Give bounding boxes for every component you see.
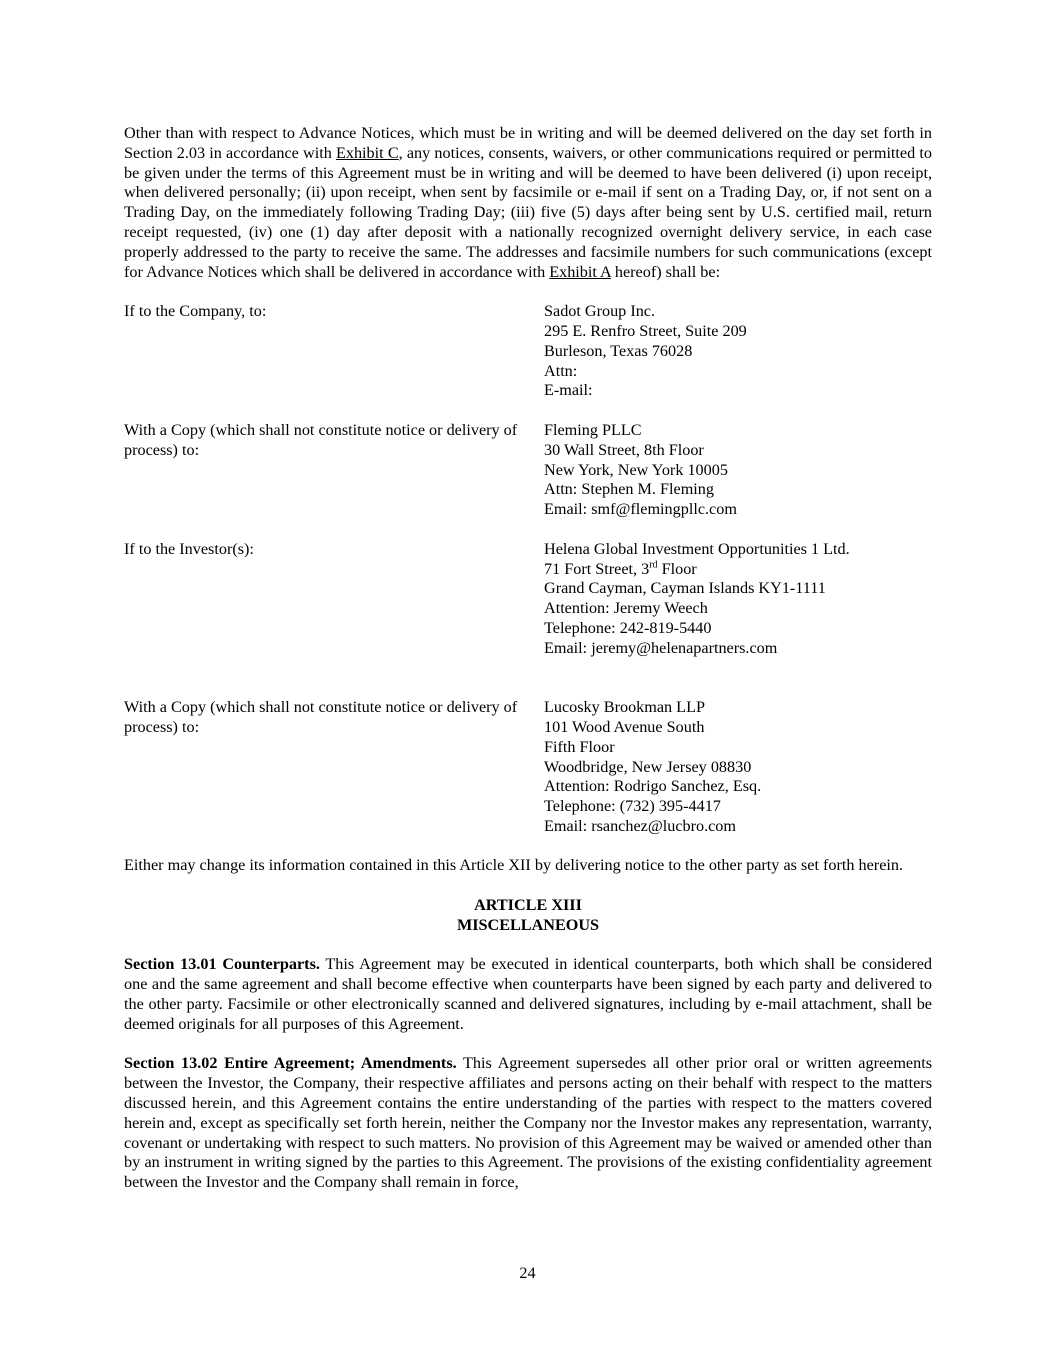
notice-address <box>544 540 932 659</box>
page-number: 24 <box>519 1264 536 1282</box>
notice-address <box>544 421 932 520</box>
address-line-text: Floor <box>657 559 697 578</box>
section-title: Section 13.01 Counterparts. <box>124 955 320 974</box>
address-line: Woodbridge, New Jersey 08830 <box>544 757 752 776</box>
article-number: ARTICLE XIII <box>474 896 582 915</box>
notice-label: With a Copy (which shall not constitute notice or delivery of process) to: <box>124 420 518 459</box>
notice-label: With a Copy (which shall not constitute notice or delivery of process) to: <box>124 698 518 736</box>
address-line: E-mail: <box>544 381 593 400</box>
notice-block-investor-copy <box>124 698 932 837</box>
address-line: Fleming PLLC <box>544 420 642 439</box>
address-line: Email: smf@flemingpllc.com <box>544 500 737 519</box>
notice-address <box>544 302 932 401</box>
address-line <box>544 560 932 580</box>
address-line: Telephone: 242-819-5440 <box>544 618 712 637</box>
notices-outro-paragraph: Either may change its information contained in this Article XII by delivering notice to the other party as set forth herein. <box>124 856 904 875</box>
notice-block-company-copy <box>124 421 932 520</box>
article-title: MISCELLANEOUS <box>456 915 600 934</box>
notice-label: If to the Company, to: <box>124 302 267 321</box>
intro-text-part3: hereof) shall be: <box>610 262 721 281</box>
address-line: Burleson, Texas 76028 <box>544 341 693 360</box>
address-line: Telephone: (732) 395-4417 <box>544 797 721 816</box>
address-line: Email: rsanchez@lucbro.com <box>544 816 736 835</box>
section-counterparts <box>124 955 932 1034</box>
notice-block-company <box>124 302 932 401</box>
intro-text-part1: Other than with respect to Advance Notices, which must be in writing and will be deemed delivered on the day set forth in Section 2.03 in accordance with <box>124 124 932 162</box>
address-line: Attn: <box>544 361 578 380</box>
article-heading <box>124 896 932 936</box>
address-line: Attention: Rodrigo Sanchez, Esq. <box>544 777 762 796</box>
document-page <box>124 124 932 1213</box>
address-line-text: 71 Fort Street, 3 <box>544 559 650 578</box>
section-text: This Agreement supersedes all other prior oral or written agreements between the Investor, the Company, their respective affiliates and persons acting on their behalf with respect to the matters discussed herein, and this Agreement contains the entire understanding of the parties with respect to the matters covered herein and, except as specifically set forth herein, neither the Company nor the Investor makes any representation, warranty, covenant or undertaking with respect to such matters. No provision of this Agreement may be waived or amended other than by an instrument in writing signed by the parties to this Agreement. The provisions of the existing confidentiality agreement between the Investor and the Company shall remain in force, <box>124 1054 932 1192</box>
address-line: Grand Cayman, Cayman Islands KY1-1111 <box>544 579 826 598</box>
notices-intro-paragraph <box>124 124 932 282</box>
address-line: Attention: Jeremy Weech <box>544 599 708 618</box>
address-line: Attn: Stephen M. Fleming <box>544 480 714 499</box>
section-text: This Agreement may be executed in identical counterparts, both which shall be considered one and the same agreement and shall become effective when counterparts have been signed by each party and delivered to the other party. Facsimile or other electronically scanned and delivered signatures, including by e-mail attachment, shall be deemed originals for all purposes of this Agreement. <box>124 955 932 1033</box>
address-line: Lucosky Brookman LLP <box>544 698 705 717</box>
notice-address <box>544 698 932 837</box>
address-line: 295 E. Renfro Street, Suite 209 <box>544 321 747 340</box>
section-title: Section 13.02 Entire Agreement; Amendments. <box>124 1054 457 1073</box>
address-line: 30 Wall Street, 8th Floor <box>544 440 704 459</box>
address-line: Helena Global Investment Opportunities 1 Ltd. <box>544 539 850 558</box>
exhibit-a-reference: Exhibit A <box>549 262 611 281</box>
section-entire-agreement <box>124 1054 932 1193</box>
intro-text-part2: , any notices, consents, waivers, or other communications required or permitted to be given under the terms of this Agreement must be in writing and will be deemed to have been delivered (i) upon receipt, when delivered personally; (ii) upon receipt, when sent by facsimile or e-mail if sent on a Trading Day, or, if not sent on a Trading Day, on the immediately following Trading Day; (iii) five (5) days after being sent by U.S. certified mail, return receipt requested, (iv) one (1) day after deposit with a nationally recognized overnight delivery service, in each case properly addressed to the party to receive the same. The addresses and facsimile numbers for such communications (except for Advance Notices which shall be delivered in accordance with <box>124 143 932 281</box>
address-line: Fifth Floor <box>544 737 615 756</box>
address-line: 101 Wood Avenue South <box>544 717 705 736</box>
address-line: Sadot Group Inc. <box>544 302 656 321</box>
notice-block-investor <box>124 540 932 659</box>
notice-label: If to the Investor(s): <box>124 539 254 558</box>
ordinal-superscript: rd <box>649 559 658 571</box>
exhibit-c-reference: Exhibit C <box>335 143 399 162</box>
address-line: Email: jeremy@helenapartners.com <box>544 638 778 657</box>
address-line: New York, New York 10005 <box>544 460 728 479</box>
